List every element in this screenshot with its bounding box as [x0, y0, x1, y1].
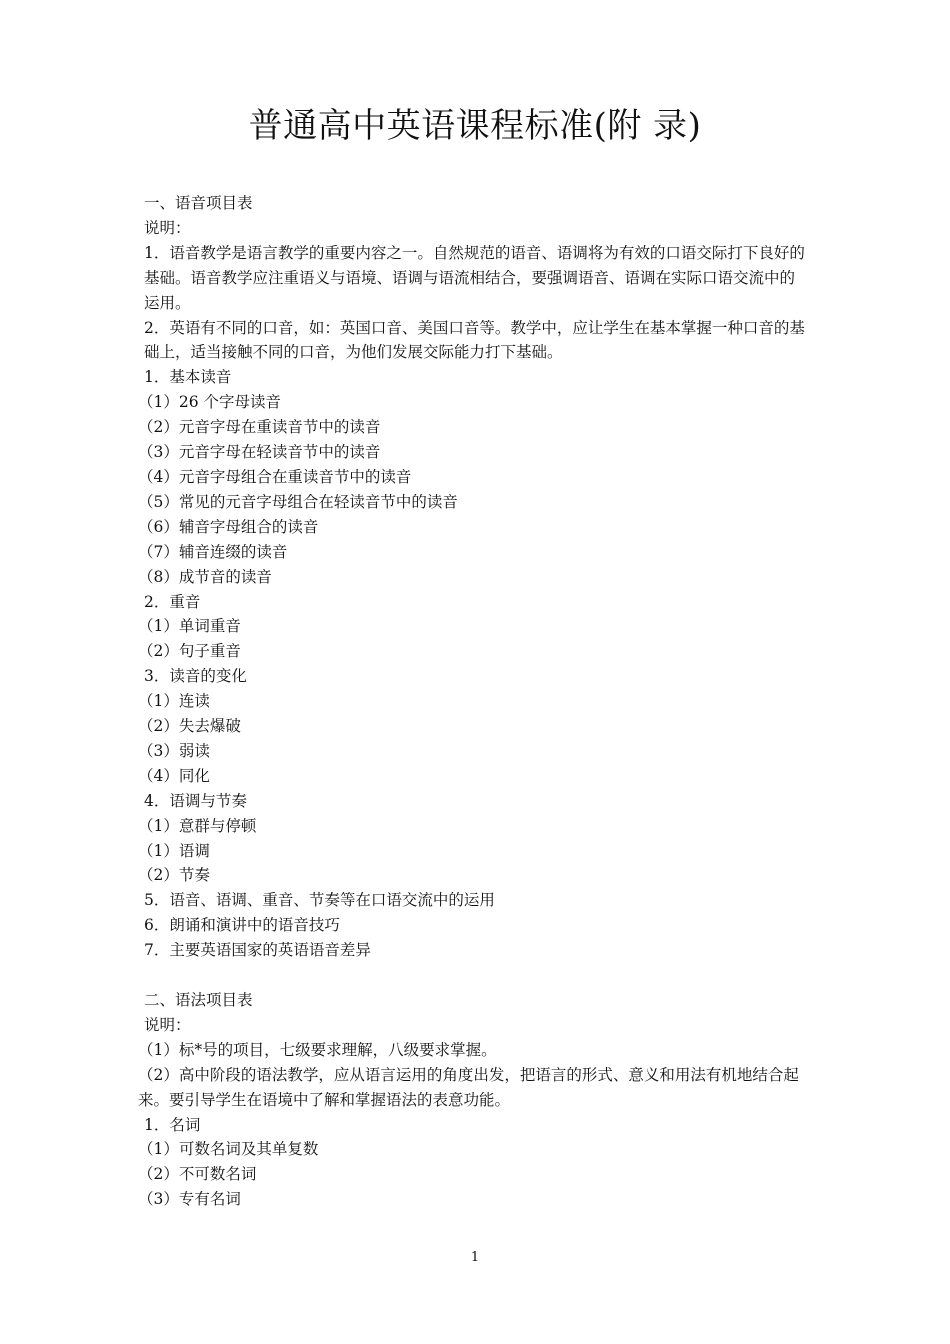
paragraph: 2．英语有不同的口音，如：英国口音、美国口音等。教学中，应让学生在基本掌握一种口音的基础上，适当接触不同的口音，为他们发展交际能力打下基础。: [144, 318, 805, 362]
section-heading: 二、语法项目表: [144, 990, 253, 1009]
list-item: 5．语音、语调、重音、节奏等在口语交流中的运用: [144, 891, 495, 910]
list-item: （1）连读: [138, 692, 210, 711]
list-item: （6）辅音字母组合的读音: [138, 517, 319, 536]
list-item: 1．基本读音: [144, 368, 232, 387]
list-item: （8）成节音的读音: [138, 567, 272, 586]
list-item: 2．重音: [144, 592, 201, 611]
list-item: 3．读音的变化: [144, 667, 247, 686]
list-item: （2）不可数名词: [138, 1165, 257, 1184]
list-item: 1．名词: [144, 1115, 201, 1134]
document-body: [138, 191, 808, 1212]
list-item: （1）可数名词及其单复数: [138, 1140, 319, 1159]
list-item: 6．朗诵和演讲中的语音技巧: [144, 916, 340, 935]
list-item: （2）句子重音: [138, 642, 241, 661]
paragraph: 说明：: [144, 1015, 191, 1034]
section-spacer: [144, 963, 808, 988]
document-title: 普通高中英语课程标准(附 录): [248, 106, 702, 146]
list-item: （5）常见的元音字母组合在轻读音节中的读音: [138, 492, 458, 511]
list-item: （7）辅音连缀的读音: [138, 542, 288, 561]
list-item: （1）26 个字母读音: [138, 393, 282, 412]
list-item: （1）单词重音: [138, 617, 241, 636]
list-item: （3）弱读: [138, 741, 210, 760]
paragraph: （2）高中阶段的语法教学，应从语言运用的角度出发，把语言的形式、意义和用法有机地结合起来。要引导学生在语境中了解和掌握语法的表意功能。: [138, 1065, 799, 1109]
list-item: （4）元音字母组合在重读音节中的读音: [138, 467, 412, 486]
list-item: （2）失去爆破: [138, 717, 241, 736]
section-heading: 一、语音项目表: [144, 194, 253, 212]
list-item: （3）元音字母在轻读音节中的读音: [138, 443, 381, 462]
paragraph: 说明：: [144, 218, 191, 237]
list-item: （3）专有名词: [138, 1190, 241, 1209]
page-number: 1: [470, 1250, 480, 1265]
list-item: （2）节奏: [138, 866, 210, 885]
list-item: （2）元音字母在重读音节中的读音: [138, 418, 381, 437]
list-item: （1）意群与停顿: [138, 816, 257, 835]
paragraph: （1）标*号的项目，七级要求理解，八级要求掌握。: [138, 1040, 497, 1059]
list-item: （4）同化: [138, 766, 210, 785]
list-item: 4．语调与节奏: [144, 791, 247, 810]
paragraph: 1．语音教学是语言教学的重要内容之一。自然规范的语音、语调将为有效的口语交际打下良好的基础。语音教学应注重语义与语境、语调与语流相结合，要强调语音、语调在实际口语交流中的运用。: [144, 243, 805, 312]
list-item: 7．主要英语国家的英语语音差异: [144, 941, 371, 960]
list-item: （1）语调: [138, 841, 210, 860]
